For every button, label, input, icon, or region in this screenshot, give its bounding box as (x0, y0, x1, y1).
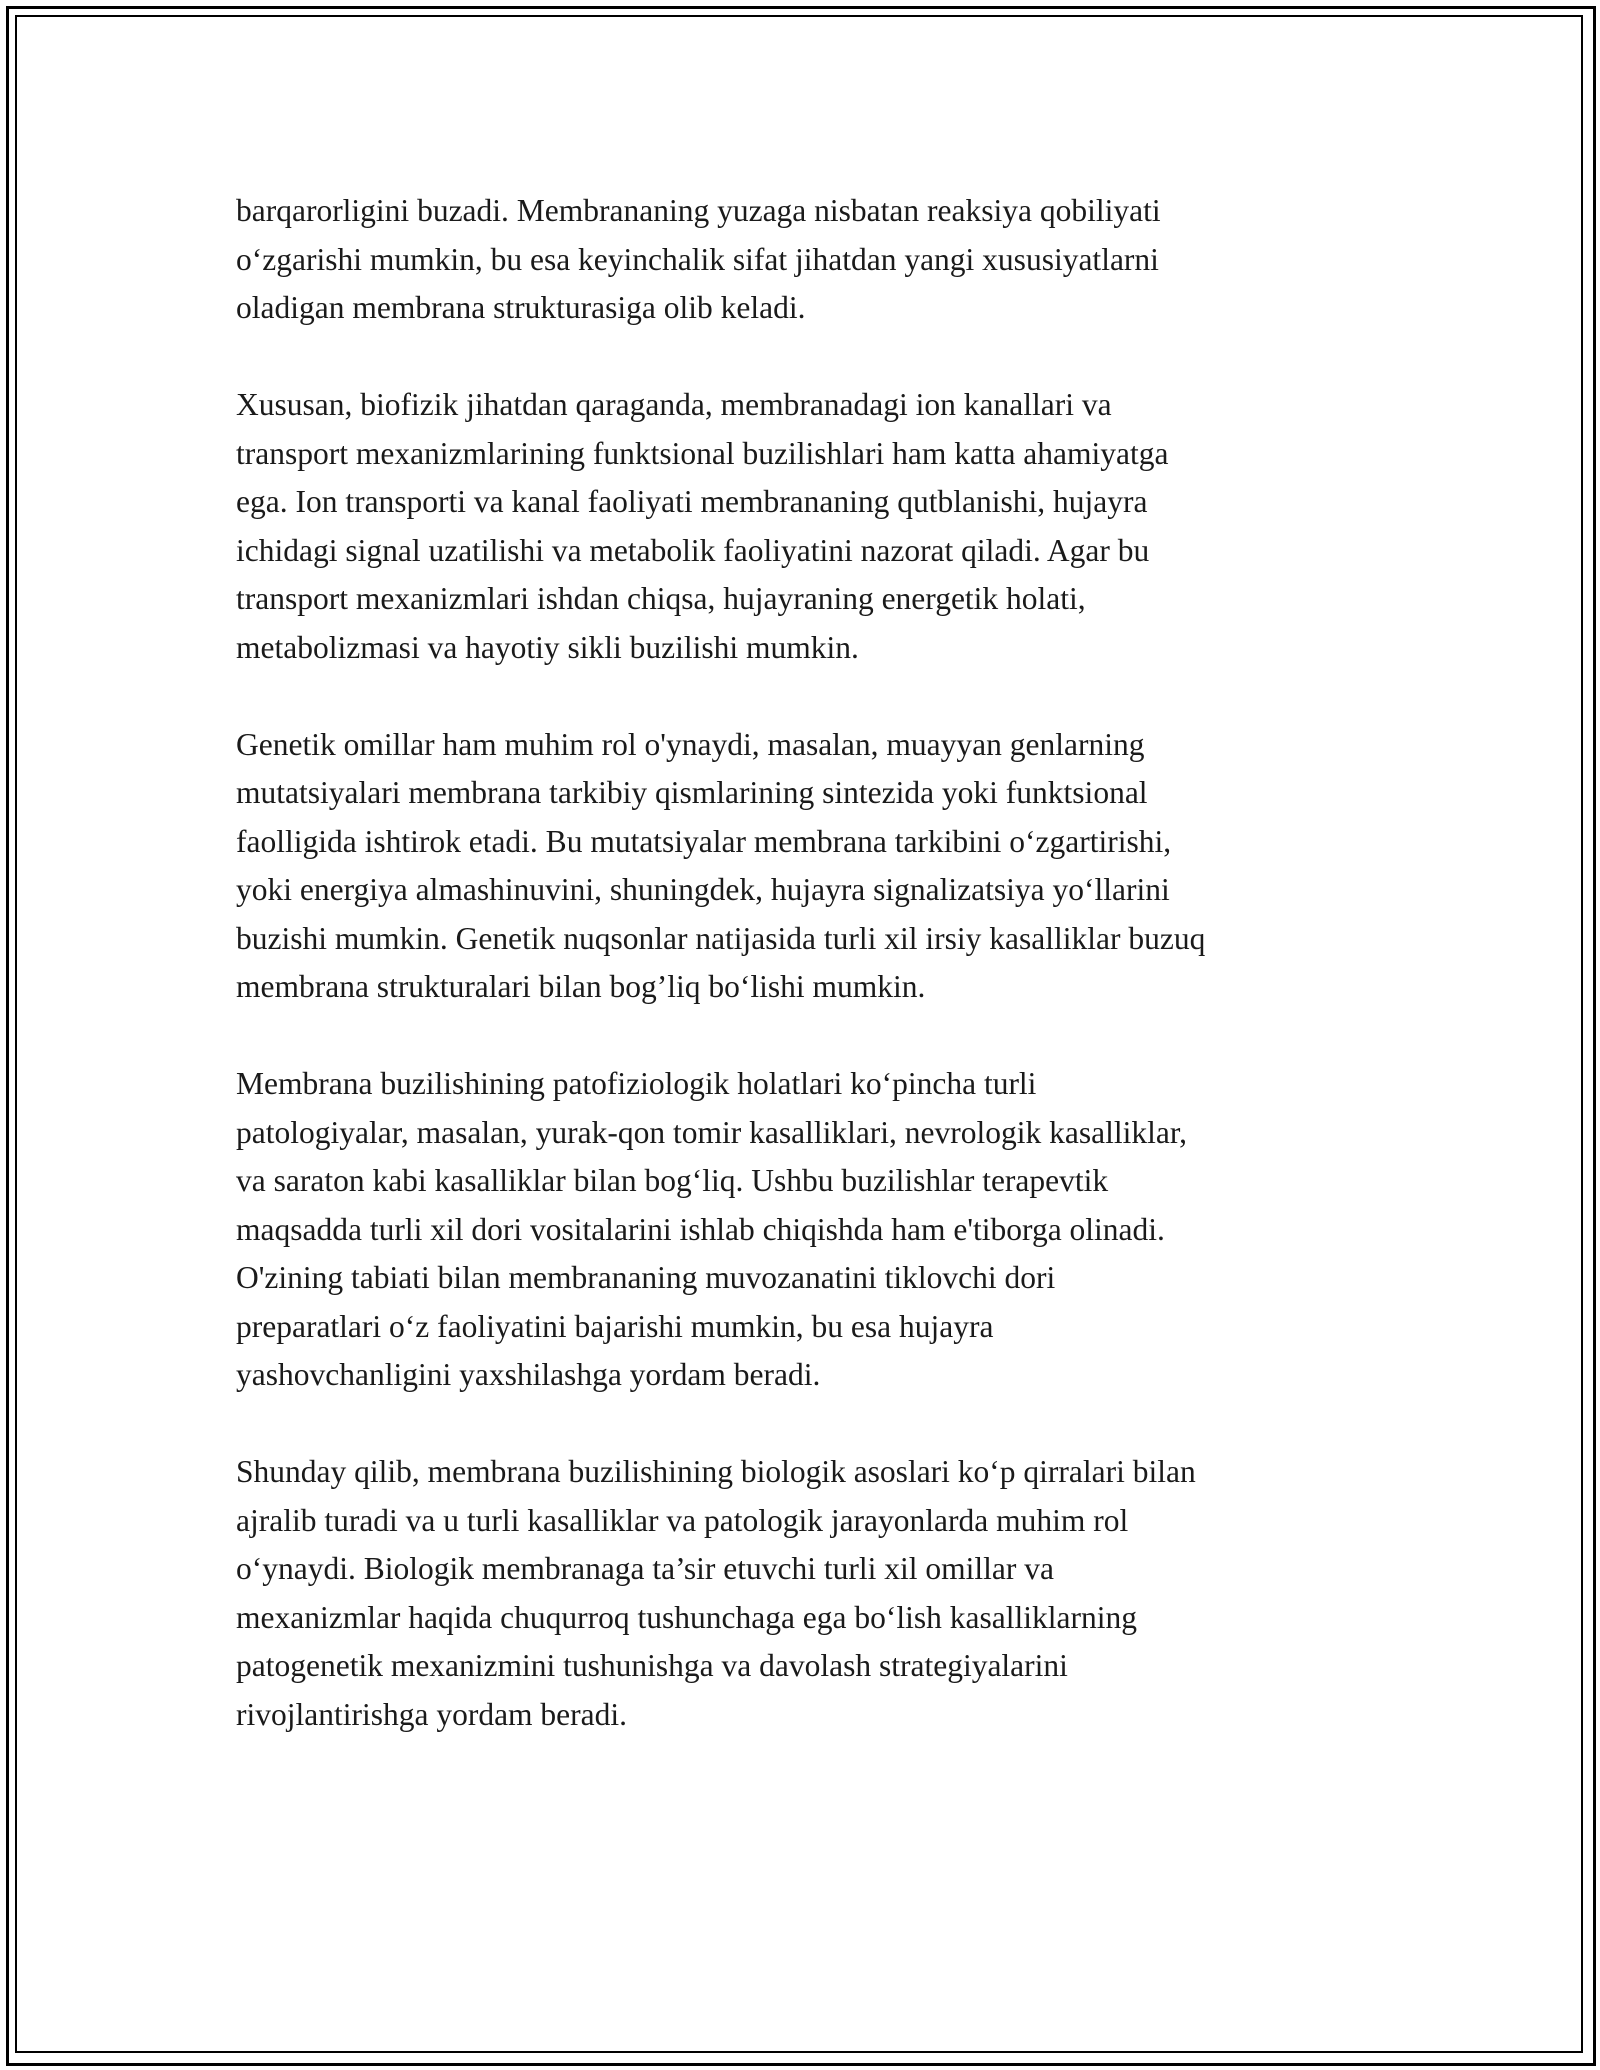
text-line: Membrana buzilishining patofiziologik holatlari ko‘pincha turli (236, 1066, 1037, 1101)
text-line: mexanizmlar haqida chuqurroq tushunchaga ega bo‘lish kasalliklarning (236, 1599, 1137, 1635)
text-line: mutatsiyalari membrana tarkibiy qismlarining sintezida yoki funktsional (236, 775, 1148, 810)
text-line: ajralib turadi va u turli kasalliklar va patologik jarayonlarda muhim rol (236, 1502, 1129, 1538)
text-line: Xususan, biofizik jihatdan qaraganda, membranadagi ion kanallari va (236, 387, 1112, 422)
paragraph-1 (236, 187, 1386, 333)
text-line: o‘ynaydi. Biologik membranaga ta’sir etuvchi turli xil omillar va (236, 1551, 1054, 1586)
document-body (236, 187, 1386, 1788)
text-line: transport mexanizmlarining funktsional buzilishlari ham katta ahamiyatga (236, 435, 1169, 471)
text-line: Shunday qilib, membrana buzilishining biologik asoslari ko‘p qirralari bilan (236, 1454, 1196, 1489)
text-line: patogenetik mexanizmini tushunishga va davolash strategiyalarini (236, 1648, 1068, 1683)
text-line: buzishi mumkin. Genetik nuqsonlar natijasida turli xil irsiy kasalliklar buzuq (236, 920, 1206, 956)
text-line: O'zining tabiati bilan membrananing muvozanatini tiklovchi dori (236, 1260, 1056, 1295)
text-line: yoki energiya almashinuvini, shuningdek, hujayra signalizatsiya yo‘llarini (236, 872, 1170, 907)
text-line: va saraton kabi kasalliklar bilan bog‘liq. Ushbu buzilishlar terapevtik (236, 1163, 1109, 1198)
text-line: ega. Ion transporti va kanal faoliyati membrananing qutblanishi, hujayra (236, 484, 1148, 519)
text-line: yashovchanligini yaxshilashga yordam beradi. (236, 1357, 821, 1392)
text-line: barqarorligini buzadi. Membrananing yuzaga nisbatan reaksiya qobiliyati (236, 193, 1161, 228)
text-line: faolligida ishtirok etadi. Bu mutatsiyalar membrana tarkibini o‘zgartirishi, (236, 823, 1172, 859)
text-line: o‘zgarishi mumkin, bu esa keyinchalik sifat jihatdan yangi xususiyatlarni (236, 241, 1159, 277)
text-line: Genetik omillar ham muhim rol o'ynaydi, masalan, muayyan genlarning (236, 726, 1145, 762)
paragraph-4 (236, 1060, 1386, 1400)
text-line: rivojlantirishga yordam beradi. (236, 1696, 628, 1732)
text-line: maqsadda turli xil dori vositalarini ishlab chiqishda ham e'tiborga olinadi. (236, 1211, 1165, 1247)
paragraph-3 (236, 721, 1386, 1012)
text-line: patologiyalar, masalan, yurak-qon tomir kasalliklari, nevrologik kasalliklar, (236, 1114, 1187, 1150)
text-line: preparatlari o‘z faoliyatini bajarishi mumkin, bu esa hujayra (236, 1308, 994, 1344)
text-line: ichidagi signal uzatilishi va metabolik faoliyatini nazorat qiladi. Agar bu (236, 532, 1150, 568)
text-line: transport mexanizmlari ishdan chiqsa, hujayraning energetik holati, (236, 581, 1086, 616)
text-line: oladigan membrana strukturasiga olib keladi. (236, 290, 806, 325)
paragraph-2 (236, 381, 1386, 672)
text-line: membrana strukturalari bilan bog’liq bo‘lishi mumkin. (236, 969, 926, 1004)
text-line: metabolizmasi va hayotiy sikli buzilishi mumkin. (236, 629, 859, 665)
paragraph-5 (236, 1448, 1386, 1739)
